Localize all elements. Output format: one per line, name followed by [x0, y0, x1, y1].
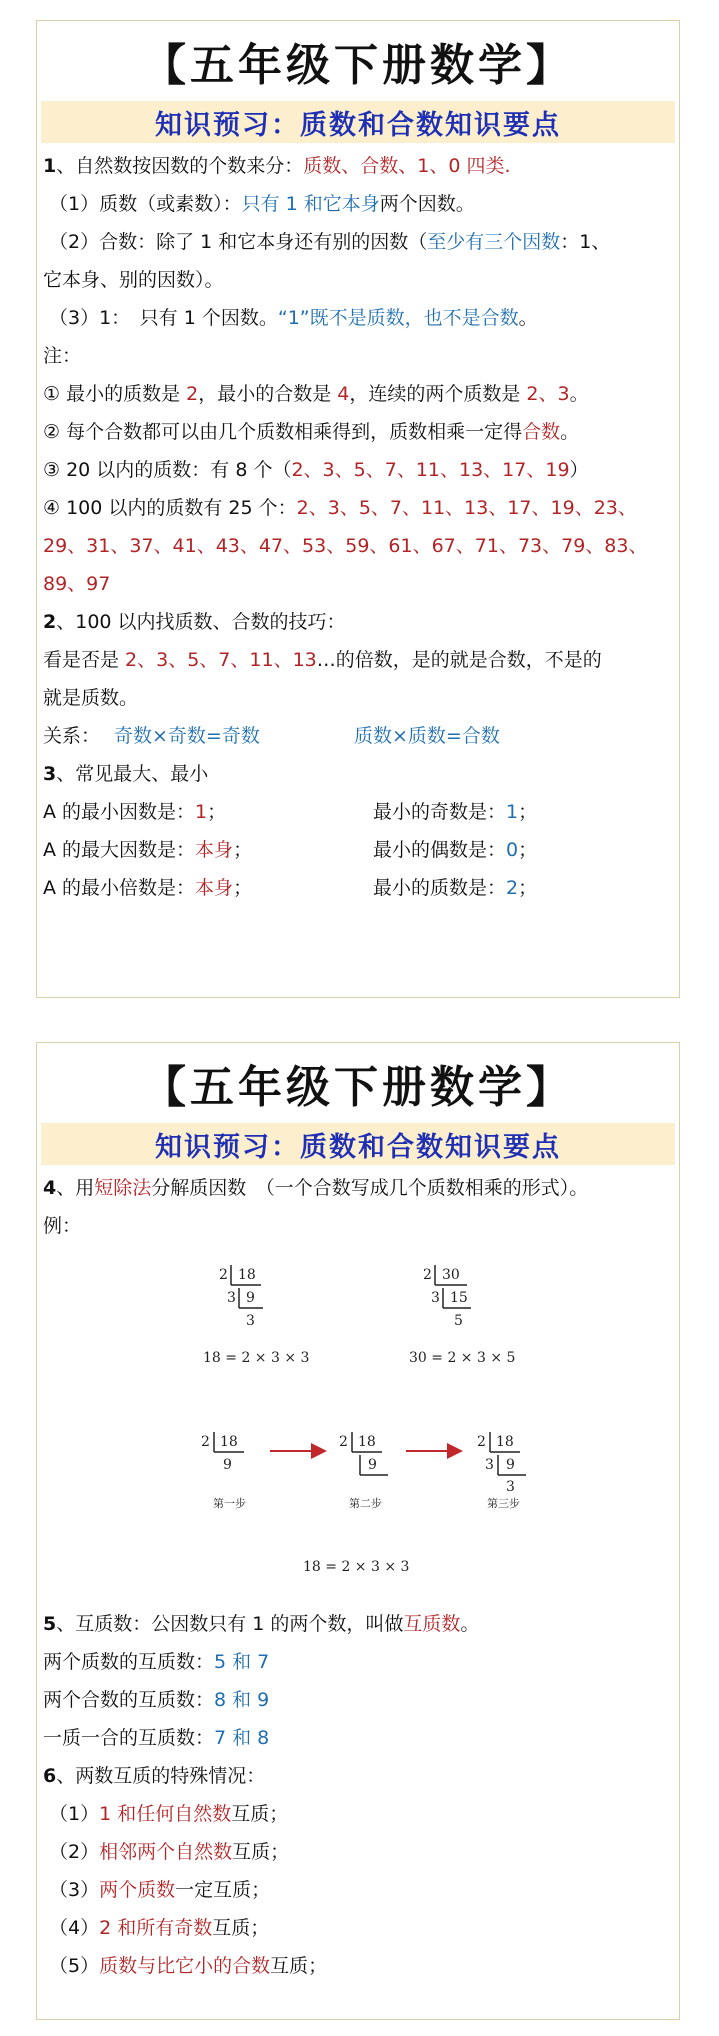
divisor: 3 [431, 1290, 440, 1306]
divisor: 2 [477, 1434, 486, 1450]
special-case-5: （5）质数与比它小的合数互质； [49, 1955, 328, 1977]
divisor: 3 [227, 1290, 236, 1306]
quotient: 3 [246, 1313, 255, 1329]
section-2-text: 看是否是 2、3、5、7、11、13…的倍数，是的就是合数，不是的 [43, 649, 602, 671]
page-card-2 [36, 1042, 680, 2020]
content-body [37, 147, 679, 907]
dividend: 18 [220, 1434, 238, 1450]
note-1: ① 最小的质数是 2，最小的合数是 4，连续的两个质数是 2、3。 [43, 383, 589, 405]
factorization-equation: 18 = 2 × 3 × 3 [303, 1559, 410, 1575]
section-3-heading: 3、常见最大、最小 [43, 763, 209, 785]
step-label: 第一步 [213, 1497, 246, 1510]
dividend: 9 [368, 1457, 377, 1473]
step-label: 第三步 [487, 1497, 520, 1510]
step-1 [201, 1432, 246, 1510]
division-example-30 [409, 1265, 515, 1366]
factorization-equation: 18 = 2 × 3 × 3 [203, 1350, 310, 1366]
coprime-row-3: 一质一合的互质数：7 和 8 [43, 1727, 270, 1749]
section-5-heading: 5、互质数：公因数只有 1 的两个数，叫做互质数。 [43, 1613, 480, 1635]
section-6-heading: 6、两数互质的特殊情况： [43, 1765, 266, 1787]
one-definition: （3）1： 只有 1 个因数。“1”既不是质数，也不是合数。 [49, 307, 538, 329]
page-title: 【五年级下册数学】 [142, 1062, 574, 1113]
composite-definition: （2）合数：除了 1 和它本身还有别的因数（至少有三个因数：1、 [49, 231, 611, 253]
quotient: 3 [506, 1479, 515, 1495]
divisor: 2 [219, 1267, 228, 1283]
minmax-row-2: A 的最大因数是：本身； 最小的偶数是：0； [43, 839, 538, 861]
step-label: 第二步 [349, 1497, 382, 1510]
page-subtitle: 知识预习：质数和合数知识要点 [41, 1123, 675, 1165]
dividend: 18 [496, 1434, 514, 1450]
page-card-1 [36, 20, 680, 998]
prime-definition: （1）质数（或素数）：只有 1 和它本身两个因数。 [49, 193, 475, 215]
quotient: 9 [223, 1457, 232, 1473]
section-2-text-cont: 就是质数。 [43, 687, 139, 709]
coprime-row-1: 两个质数的互质数：5 和 7 [43, 1651, 270, 1673]
divisor: 2 [201, 1434, 210, 1450]
special-case-2: （2）相邻两个自然数互质； [49, 1841, 290, 1863]
short-division-svg [43, 1245, 677, 1605]
short-division-diagram [43, 1245, 674, 1605]
note-3: ③ 20 以内的质数：有 8 个（2、3、5、7、11、13、17、19） [43, 459, 589, 481]
factorization-equation: 30 = 2 × 3 × 5 [409, 1350, 516, 1366]
dividend: 15 [450, 1290, 468, 1306]
dividend: 9 [506, 1457, 515, 1473]
relation-line: 关系： 奇数×奇数=奇数 质数×质数=合数 [43, 725, 500, 747]
page-subtitle: 知识预习：质数和合数知识要点 [41, 101, 675, 143]
divisor: 2 [423, 1267, 432, 1283]
divisor: 2 [339, 1434, 348, 1450]
dividend: 18 [358, 1434, 376, 1450]
division-example-18 [203, 1265, 309, 1366]
minmax-row-1: A 的最小因数是：1； 最小的奇数是：1； [43, 801, 538, 823]
step-3 [477, 1432, 526, 1510]
note-label: 注： [43, 345, 82, 367]
section-1-heading: 1、自然数按因数的个数来分：质数、合数、1、0 四类. [43, 155, 511, 177]
special-case-1: （1）1 和任何自然数互质； [49, 1803, 289, 1825]
special-case-3: （3）两个质数一定互质； [49, 1879, 271, 1901]
section-4-heading: 4、用短除法分解质因数 （一个合数写成几个质数相乘的形式）。 [43, 1177, 589, 1199]
step-2 [339, 1432, 388, 1510]
note-4: ④ 100 以内的质数有 25 个：2、3、5、7、11、13、17、19、23、 [43, 497, 637, 519]
example-label: 例： [43, 1215, 82, 1237]
page-title: 【五年级下册数学】 [142, 40, 574, 91]
composite-definition-cont: 它本身、别的因数）。 [43, 269, 224, 291]
divisor: 3 [485, 1457, 494, 1473]
note-4-cont: 29、31、37、41、43、47、53、59、61、67、71、73、79、83、 [43, 535, 648, 557]
special-case-4: （4）2 和所有奇数互质； [49, 1917, 270, 1939]
note-4-end: 89、97 [43, 573, 111, 595]
dividend: 9 [246, 1290, 255, 1306]
dividend: 30 [442, 1267, 460, 1283]
quotient: 5 [454, 1313, 463, 1329]
minmax-row-3: A 的最小倍数是：本身； 最小的质数是：2； [43, 877, 538, 899]
content-body [37, 1169, 679, 1985]
section-2-heading: 2、100 以内找质数、合数的技巧： [43, 611, 346, 633]
note-2: ② 每个合数都可以由几个质数相乘得到，质数相乘一定得合数。 [43, 421, 580, 443]
dividend: 18 [238, 1267, 256, 1283]
coprime-row-2: 两个合数的互质数：8 和 9 [43, 1689, 270, 1711]
